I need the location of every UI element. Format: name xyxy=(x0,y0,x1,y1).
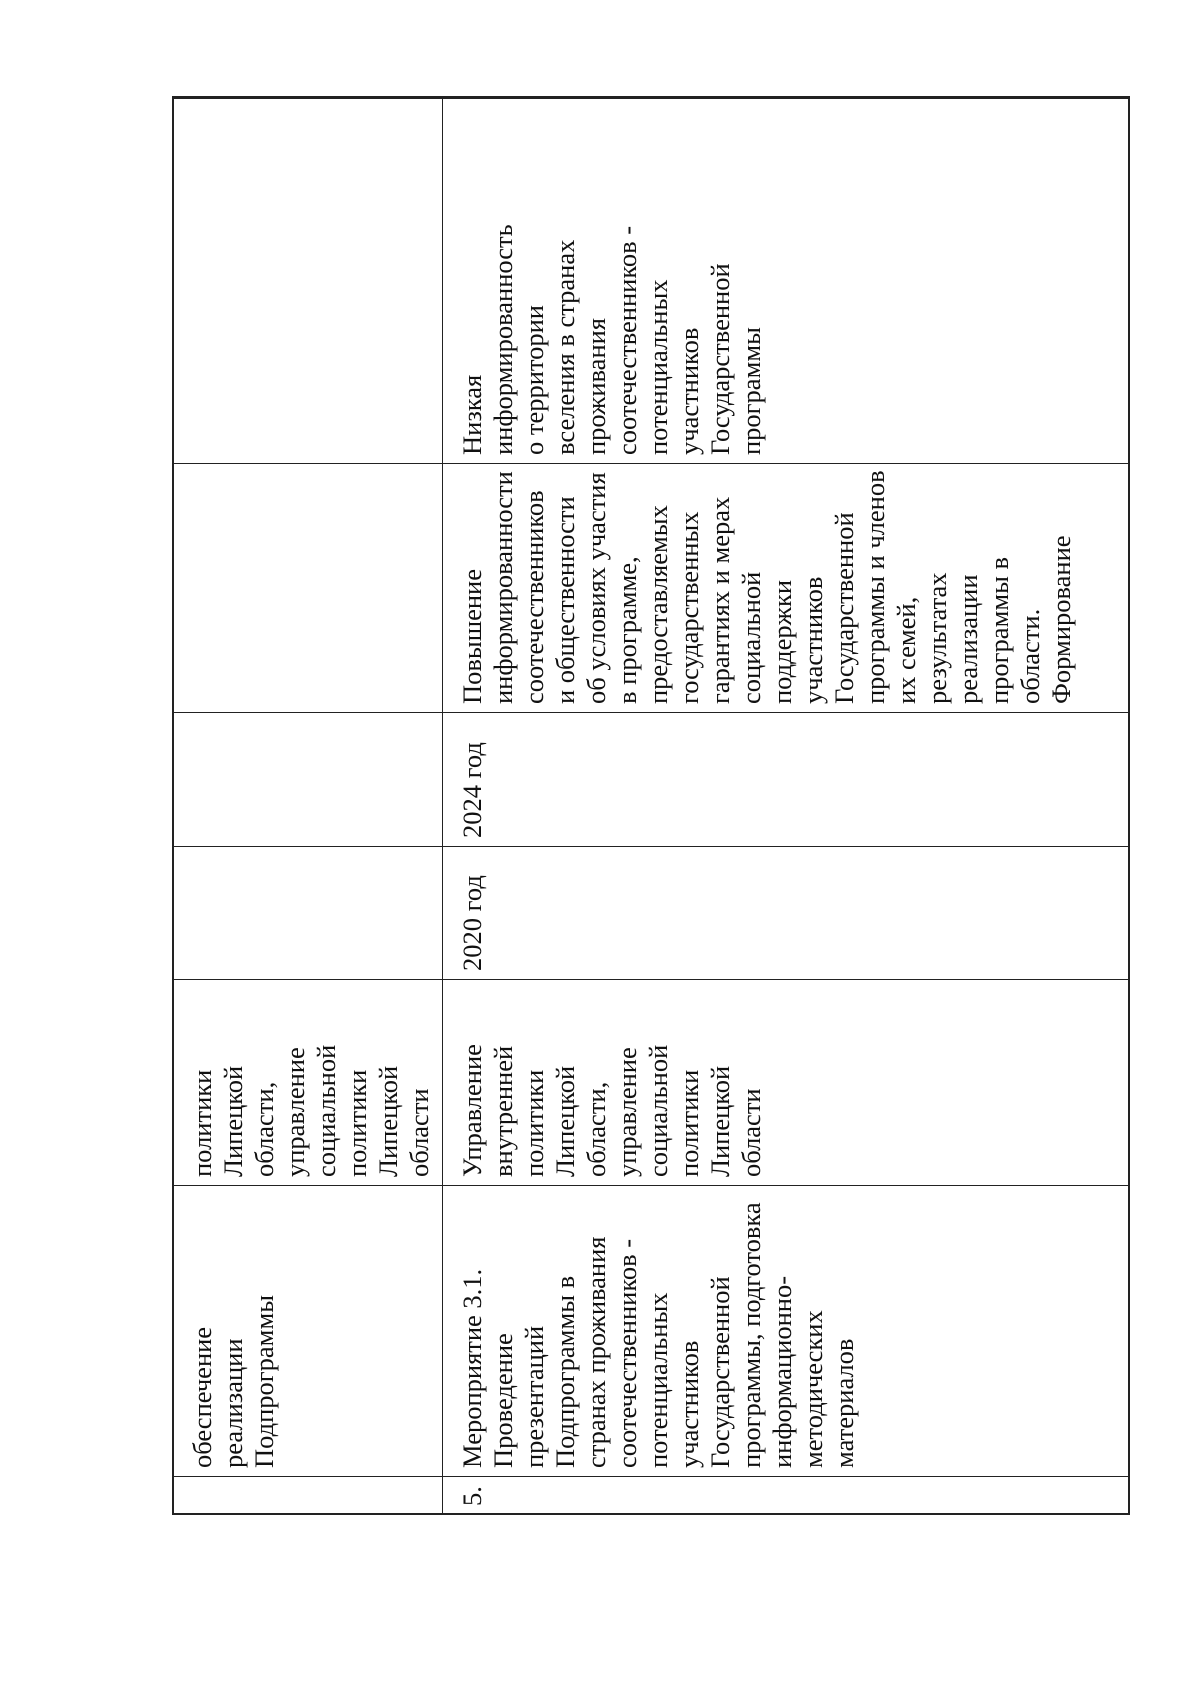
cell-measure-text: Мероприятие 3.1. Проведение презентаций Подпрограммы в странах проживания соотечественников - потенциальных участников Государственной программы, подготовка информационно- методических материалов xyxy=(457,1202,859,1468)
cell-number xyxy=(173,1477,443,1515)
cell-start-year-text: 2020 год xyxy=(457,875,487,971)
cell-expected-result xyxy=(443,464,1130,713)
cell-executor-text: политики Липецкой области, управление социальной политики Липецкой области xyxy=(187,1044,434,1177)
table-row-5 xyxy=(443,97,1130,1515)
cell-number xyxy=(443,1477,1130,1515)
cell-expected-result xyxy=(173,464,443,713)
cell-start-year xyxy=(173,847,443,980)
rotated-table-container xyxy=(172,97,1130,1515)
cell-measure xyxy=(443,1186,1130,1477)
cell-end-year xyxy=(443,713,1130,847)
table-row-continuation xyxy=(173,97,443,1515)
cell-end-year xyxy=(173,713,443,847)
cell-measure xyxy=(173,1186,443,1477)
cell-number-text: 5. xyxy=(457,1486,487,1506)
cell-start-year xyxy=(443,847,1130,980)
cell-consequence-text: Низкая информированность о территории вселения в странах проживания соотечественников - потенциальных участников Государственной программы xyxy=(457,224,766,455)
cell-executor xyxy=(443,980,1130,1186)
cell-consequence xyxy=(443,97,1130,464)
cell-measure-text: обеспечение реализации Подпрограммы xyxy=(187,1294,279,1468)
cell-consequence xyxy=(173,97,443,464)
cell-executor xyxy=(173,980,443,1186)
measures-table xyxy=(172,96,1130,1515)
cell-expected-result-text: Повышение информированности соотечественников и общественности об условиях участия в программе, предоставляемых государственных гарантиях и мерах социальной поддержки участников Государственной программы и членов их семей, результатах реализации программы в области. Формирование xyxy=(457,470,1076,704)
cell-end-year-text: 2024 год xyxy=(457,742,487,838)
cell-executor-text: Управление внутренней политики Липецкой области, управление социальной политики Липецкой области xyxy=(457,1044,766,1177)
